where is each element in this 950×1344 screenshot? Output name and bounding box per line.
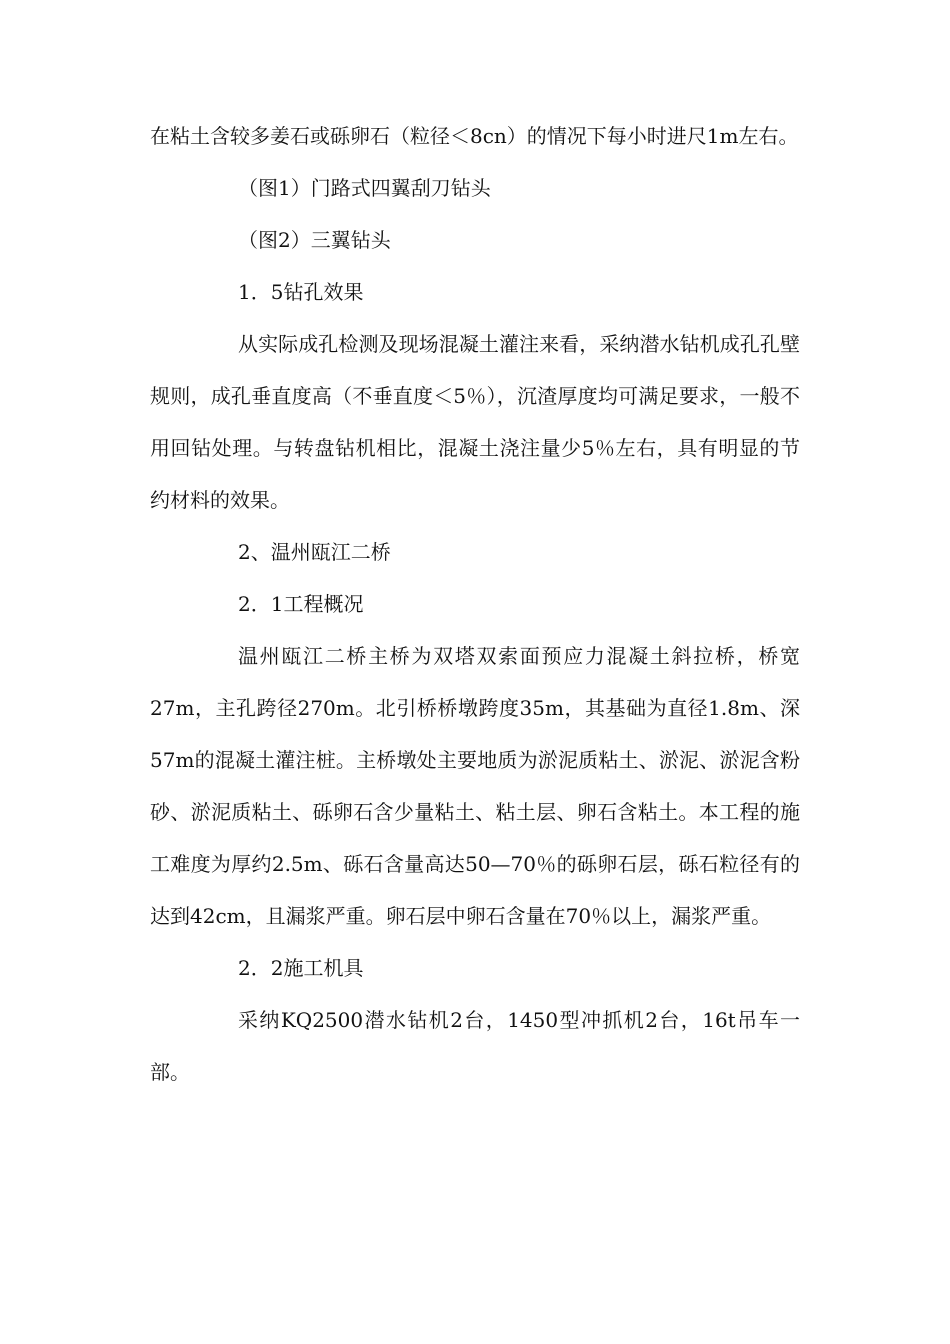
document-body [150,110,800,1098]
paragraph-continuation: 在粘土含较多姜石或砾卵石（粒径＜8cn）的情况下每小时进尺1m左右。 [150,124,799,148]
section-heading-1-5: 1．5钻孔效果 [238,280,364,304]
section-heading-2: 2、温州瓯江二桥 [238,540,391,564]
figure-caption-2: （图2）三翼钻头 [238,228,391,252]
figure-caption-1: （图1）门路式四翼刮刀钻头 [238,176,491,200]
paragraph-equipment: 采纳KQ2500潜水钻机2台，1450型冲抓机2台，16t吊车一部。 [150,1008,800,1084]
section-heading-2-2: 2．2施工机具 [238,956,364,980]
section-heading-2-1: 2．1工程概况 [238,592,364,616]
paragraph-project-overview: 温州瓯江二桥主桥为双塔双索面预应力混凝土斜拉桥，桥宽27m，主孔跨径270m。北引桥桥墩跨度35m，其基础为直径1.8m、深57m的混凝土灌注桩。主桥墩处主要地质为淤泥质粘土、淤泥、淤泥含粉砂、淤泥质粘土、砾卵石含少量粘土、粘土层、卵石含粘土。本工程的施工难度为厚约2.5m、砾石含量高达50—70％的砾卵石层，砾石粒径有的达到42cm，且漏浆严重。卵石层中卵石含量在70％以上，漏浆严重。 [150,644,800,928]
paragraph-drilling-effect: 从实际成孔检测及现场混凝土灌注来看，采纳潜水钻机成孔孔壁规则，成孔垂直度高（不垂直度＜5％），沉渣厚度均可满足要求，一般不用回钻处理。与转盘钻机相比，混凝土浇注量少5％左右，具有明显的节约材料的效果。 [150,332,800,512]
